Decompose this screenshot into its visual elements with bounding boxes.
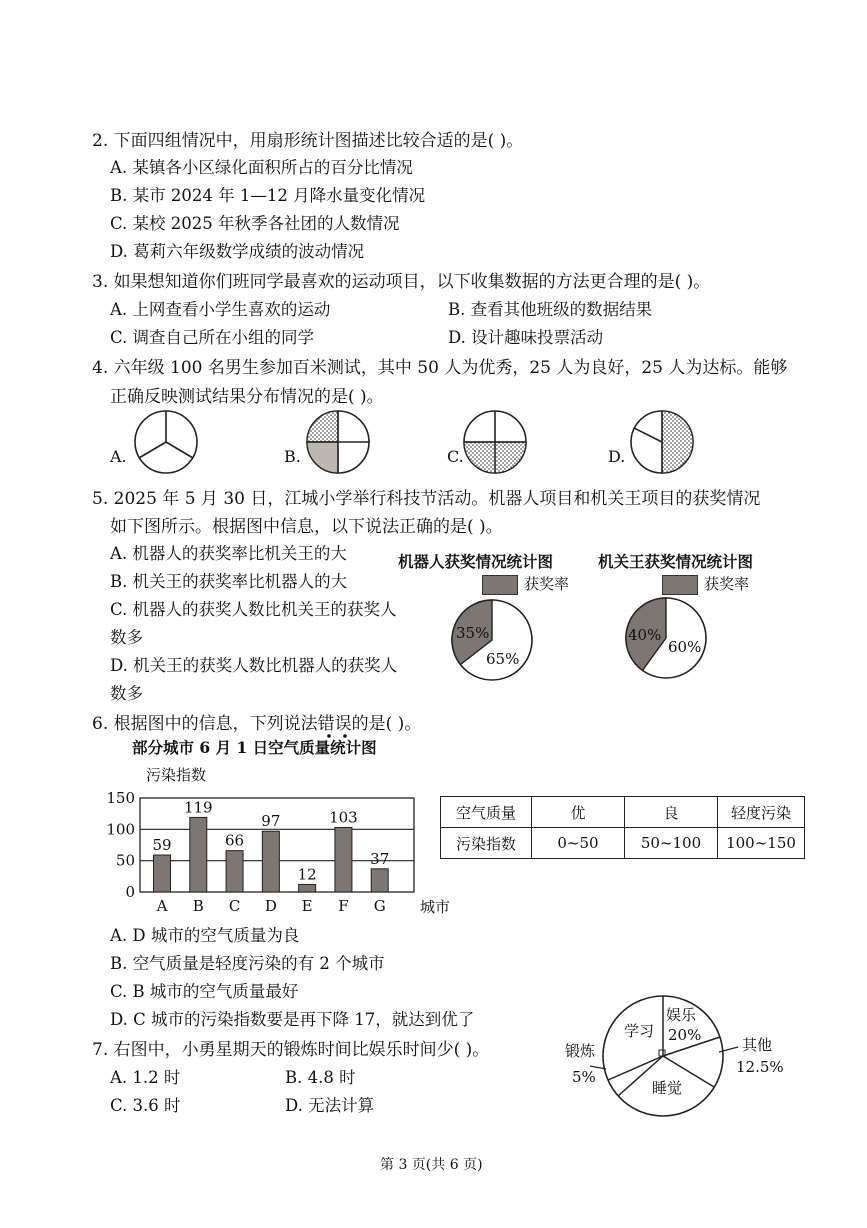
q3-option-c: C. 调查自己所在小组的同学 <box>110 328 315 347</box>
pie-label-exercise-pct: 5% <box>572 1068 596 1086</box>
bar-value-label: 37 <box>370 849 390 868</box>
q5-stem-line1: 5. 2025 年 5 月 30 日，江城小学举行科技节活动。机器人项目和机关王项目的获奖情况 <box>92 489 761 509</box>
q4-letter-b: B. <box>284 447 301 466</box>
table-header-row <box>441 797 805 828</box>
robot-chart-title: 机器人获奖情况统计图 <box>398 552 554 571</box>
q7-option-d: D. 无法计算 <box>285 1096 375 1115</box>
bar <box>154 855 171 892</box>
bar-title-dotted: 质量 <box>299 738 331 757</box>
q5-option-c-cont: 数多 <box>110 628 143 647</box>
bar-value-label: 59 <box>152 836 172 855</box>
bar-chart-ylabel: 污染指数 <box>146 766 207 784</box>
q3-stem: 3. 如果想知道你们班同学最喜欢的运动项目，以下收集数据的方法更合理的是( )。 <box>92 272 711 292</box>
robot-chart-legend <box>482 573 569 595</box>
jgw-chart-legend <box>662 573 749 595</box>
x-tick-label: C <box>228 897 241 915</box>
q7-option-a: A. 1.2 时 <box>110 1068 181 1087</box>
q4-stem-line2: 正确反映测试结果分布情况的是( )。 <box>110 387 384 407</box>
q7-option-c: C. 3.6 时 <box>110 1096 181 1115</box>
jgw-legend-label: 获奖率 <box>704 575 750 593</box>
bar-value-label: 66 <box>225 831 245 850</box>
q2-option-d: D. 葛莉六年级数学成绩的波动情况 <box>110 242 365 261</box>
bar-value-label: 12 <box>297 865 317 884</box>
bar-value-label: 119 <box>183 798 213 817</box>
q2-stem: 2. 下面四组情况中，用扇形统计图描述比较合适的是( )。 <box>92 131 524 151</box>
bar <box>335 827 352 892</box>
q6-stem: 6. 根据图中的信息，下列说法错误的是( )。 <box>92 714 422 734</box>
q5-option-d-cont: 数多 <box>110 684 143 703</box>
q2-option-a: A. 某镇各小区绿化面积所占的百分比情况 <box>110 158 413 177</box>
q5-option-b: B. 机关王的获奖率比机器人的大 <box>110 572 348 591</box>
table-cell: 50~100 <box>625 828 718 859</box>
y-tick-label: 100 <box>106 820 135 839</box>
table-cell: 良 <box>625 797 718 828</box>
q5-option-d: D. 机关王的获奖人数比机器人的获奖人 <box>110 656 398 675</box>
y-tick-label: 50 <box>115 851 135 870</box>
robot-pie <box>450 598 534 682</box>
pie-label-study: 学习 <box>624 1022 655 1040</box>
table-cell: 100~150 <box>718 828 805 859</box>
q5-option-a: A. 机器人的获奖率比机关王的大 <box>110 544 347 563</box>
bar-title-part1: 部分城市 6 月 1 日空气 <box>132 738 300 757</box>
jgw-pie <box>624 596 708 680</box>
x-tick-label: D <box>264 897 277 915</box>
q4-pie-d <box>631 411 693 473</box>
table-cell: 优 <box>532 797 625 828</box>
q3-option-a: A. 上网查看小学生喜欢的运动 <box>110 300 331 319</box>
table-cell: 空气质量 <box>441 797 532 828</box>
q4-letter-d: D. <box>608 447 626 466</box>
robot-rest-label: 65% <box>486 650 520 668</box>
x-tick-label: B <box>192 897 204 915</box>
x-tick-label: E <box>301 897 313 915</box>
q3-option-d: D. 设计趣味投票活动 <box>448 328 604 347</box>
y-tick-label: 0 <box>125 883 135 901</box>
bar-value-label: 97 <box>261 812 281 831</box>
y-tick-label: 150 <box>106 789 135 807</box>
q4-pie-c <box>464 411 526 473</box>
q2-option-b: B. 某市 2024 年 1—12 月降水量变化情况 <box>110 186 426 205</box>
x-axis-label: 城市 <box>420 898 451 916</box>
q4-option-pies <box>100 404 800 480</box>
q5-stem-line2: 如下图所示。根据图中信息，以下说法正确的是( )。 <box>110 517 503 537</box>
table-cell: 轻度污染 <box>718 797 805 828</box>
bar-value-label: 103 <box>329 808 358 827</box>
jgw-rest-label: 60% <box>668 638 702 656</box>
jgw-chart-title: 机关王获奖情况统计图 <box>598 552 754 571</box>
pie-label-other-pct: 12.5% <box>736 1058 784 1076</box>
q7-stem: 7. 右图中，小勇星期天的锻炼时间比娱乐时间少( )。 <box>92 1040 490 1060</box>
bar <box>299 884 316 892</box>
q6-option-c: C. B 城市的空气质量最好 <box>110 982 299 1001</box>
page-footer: 第 3 页(共 6 页) <box>380 1157 483 1173</box>
q6-option-d: D. C 城市的污染指数要是再下降 17，就达到优了 <box>110 1010 475 1029</box>
q4-letter-c: C. <box>447 447 464 466</box>
legend-swatch <box>662 575 698 595</box>
bar-chart <box>100 780 460 920</box>
robot-shaded-label: 35% <box>456 624 490 642</box>
q6-option-a: A. D 城市的空气质量为良 <box>110 926 300 945</box>
table-cell: 污染指数 <box>441 828 532 859</box>
q2-option-c: C. 某校 2025 年秋季各社团的人数情况 <box>110 214 400 233</box>
pie-label-other: 其他 <box>742 1036 773 1054</box>
q4-stem-line1: 4. 六年级 100 名男生参加百米测试，其中 50 人为优秀，25 人为良好，25 人为达标。能够 <box>92 358 788 378</box>
q3-option-b: B. 查看其他班级的数据结果 <box>448 300 653 319</box>
robot-legend-label: 获奖率 <box>524 575 570 593</box>
q4-letter-a: A. <box>110 447 127 466</box>
bar <box>226 851 243 892</box>
jgw-shaded-label: 40% <box>628 626 662 644</box>
table-row <box>441 828 805 859</box>
bar <box>371 869 388 892</box>
pie-label-exercise: 锻炼 <box>565 1042 596 1060</box>
bar <box>262 831 279 892</box>
bar-title-part3: 统计图 <box>330 738 377 757</box>
pie-label-fun-pct: 20% <box>668 1026 702 1044</box>
q5-option-c: C. 机器人的获奖人数比机关王的获奖人 <box>110 600 397 619</box>
pie-label-fun: 娱乐 <box>666 1006 697 1024</box>
q7-activity-pie <box>560 990 790 1126</box>
x-tick-label: F <box>338 897 349 915</box>
x-tick-label: A <box>156 897 168 915</box>
table-cell: 0~50 <box>532 828 625 859</box>
legend-swatch <box>482 575 518 595</box>
air-quality-table <box>440 796 805 859</box>
q4-pie-a <box>135 411 197 473</box>
q4-pie-b <box>307 411 369 473</box>
q7-option-b: B. 4.8 时 <box>285 1068 356 1087</box>
x-tick-label: G <box>373 897 386 915</box>
emphasis-dots <box>320 732 360 740</box>
q6-option-b: B. 空气质量是轻度污染的有 2 个城市 <box>110 954 385 973</box>
bar <box>190 817 207 892</box>
pie-label-sleep: 睡觉 <box>652 1079 683 1097</box>
